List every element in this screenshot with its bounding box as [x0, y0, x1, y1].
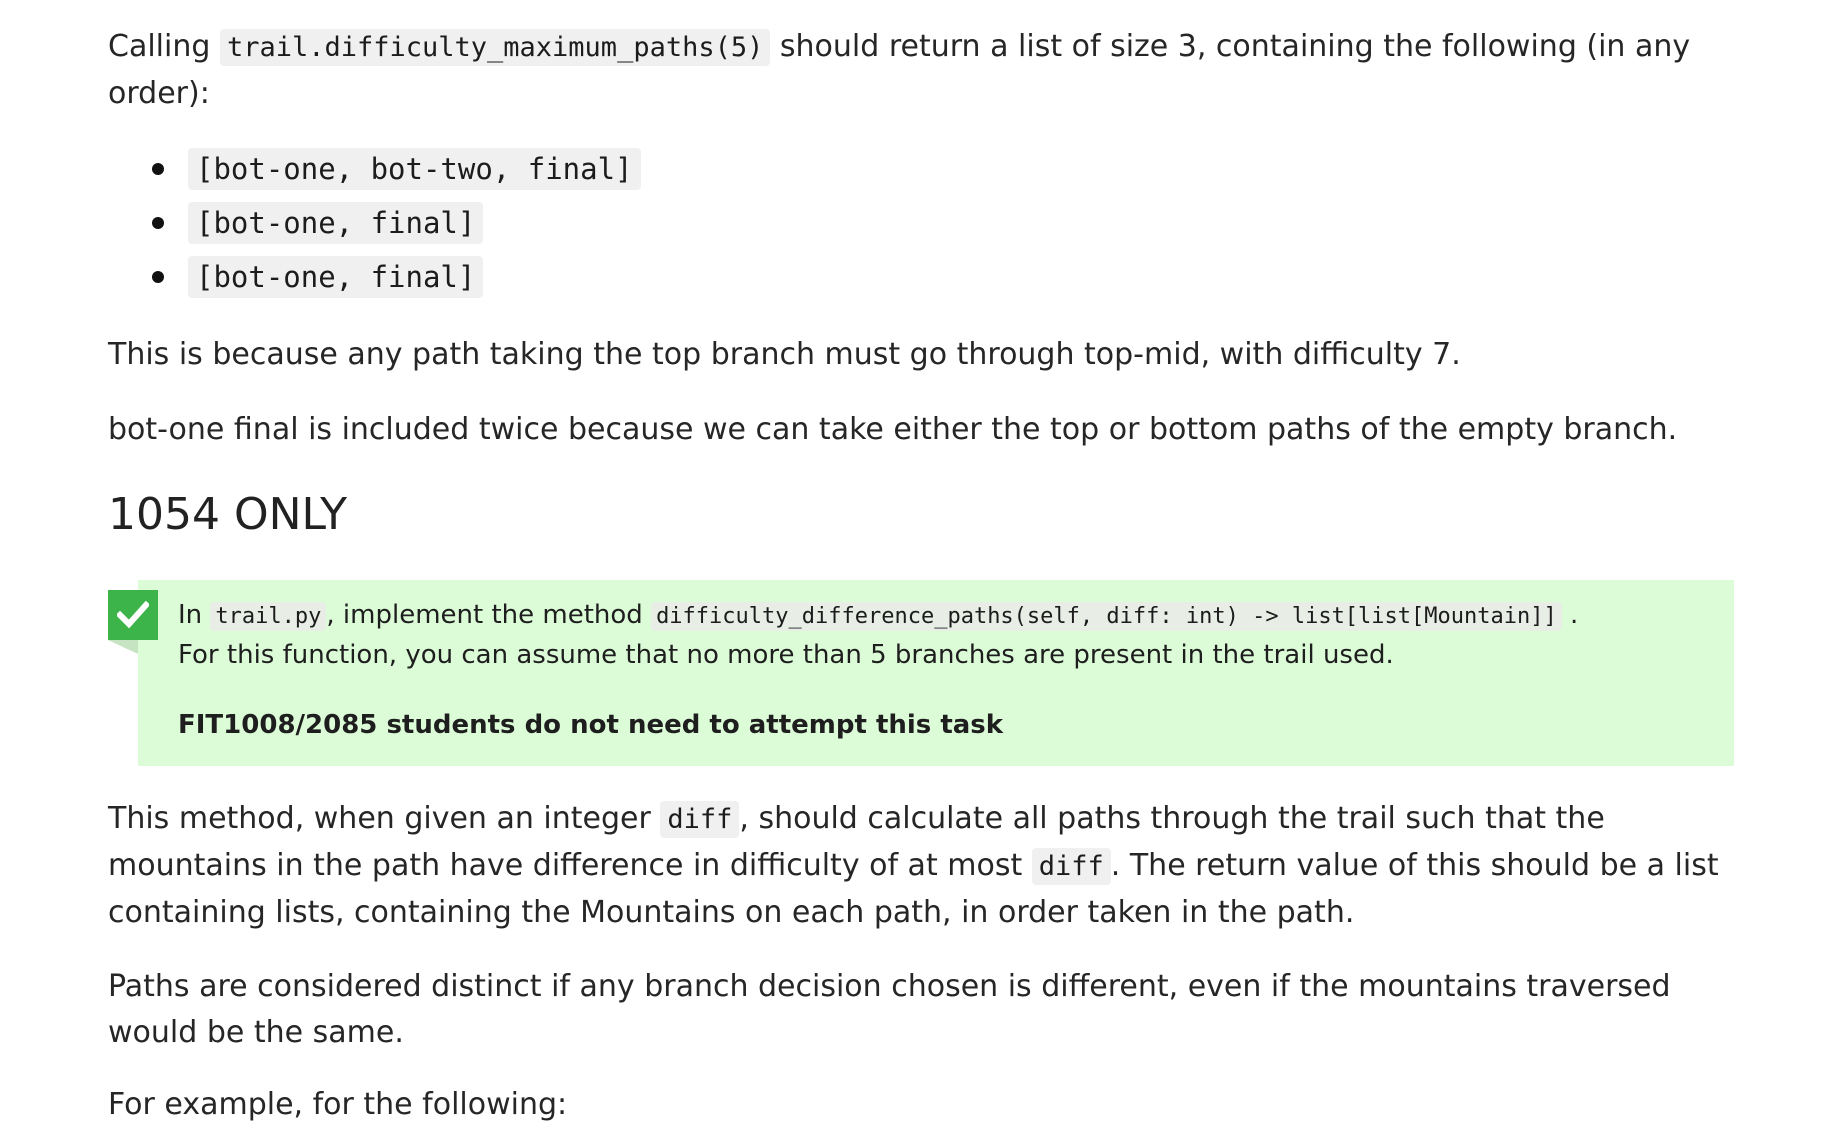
list-item	[108, 250, 641, 304]
check-icon	[117, 601, 149, 629]
intro-prefix: Calling	[108, 29, 220, 64]
list-item	[108, 196, 641, 250]
example-path-code: [bot-one, final]	[188, 256, 483, 298]
intro-paragraph	[108, 24, 1708, 117]
task-end: .	[1561, 600, 1579, 630]
method-part2: , should calculate all paths through the trail such that the mountains in the path have difference in difficulty of at most	[108, 801, 1605, 883]
task-badge	[108, 590, 158, 640]
example-paths-list	[108, 142, 641, 304]
section-heading: 1054 ONLY	[108, 489, 348, 540]
inline-code-method: difficulty_difference_paths(self, diff: int) -> list[list[Mountain]]	[651, 602, 1562, 631]
task-note: FIT1008/2085 students do not need to attempt this task	[178, 710, 1004, 740]
method-paragraph	[108, 796, 1734, 936]
task-instruction	[178, 596, 1698, 636]
callout-tail	[108, 640, 138, 654]
inline-code-diff: diff	[1032, 848, 1111, 885]
inline-code-call: trail.difficulty_maximum_paths(5)	[220, 29, 770, 66]
task-prefix: In	[178, 600, 211, 630]
task-assumption: For this function, you can assume that no more than 5 branches are present in the trail used.	[178, 640, 1394, 670]
task-description	[178, 596, 1698, 674]
task-middle: , implement the method	[326, 600, 652, 630]
method-part1: This method, when given an integer	[108, 801, 661, 836]
reason-top-paragraph: This is because any path taking the top branch must go through top-mid, with difficulty 7.	[108, 337, 1461, 372]
example-path-code: [bot-one, final]	[188, 202, 483, 244]
example-paragraph: For example, for the following:	[108, 1087, 568, 1122]
intro-suffix: should return a list of size 3, containing the following (in any order):	[108, 29, 1691, 111]
distinct-paragraph: Paths are considered distinct if any branch decision chosen is different, even if the mountains traversed would be the same.	[108, 969, 1671, 1050]
bullet-icon	[152, 271, 164, 283]
method-part3: . The return value of this should be a list containing lists, containing the Mountains on each path, in order taken in the path.	[108, 848, 1719, 930]
reason-twice-paragraph: bot-one final is included twice because we can take either the top or bottom paths of the empty branch.	[108, 412, 1678, 447]
bullet-icon	[152, 217, 164, 229]
list-item	[108, 142, 641, 196]
bullet-icon	[152, 163, 164, 175]
inline-code-file: trail.py	[210, 602, 326, 631]
example-path-code: [bot-one, bot-two, final]	[188, 148, 641, 190]
inline-code-diff: diff	[660, 801, 739, 838]
